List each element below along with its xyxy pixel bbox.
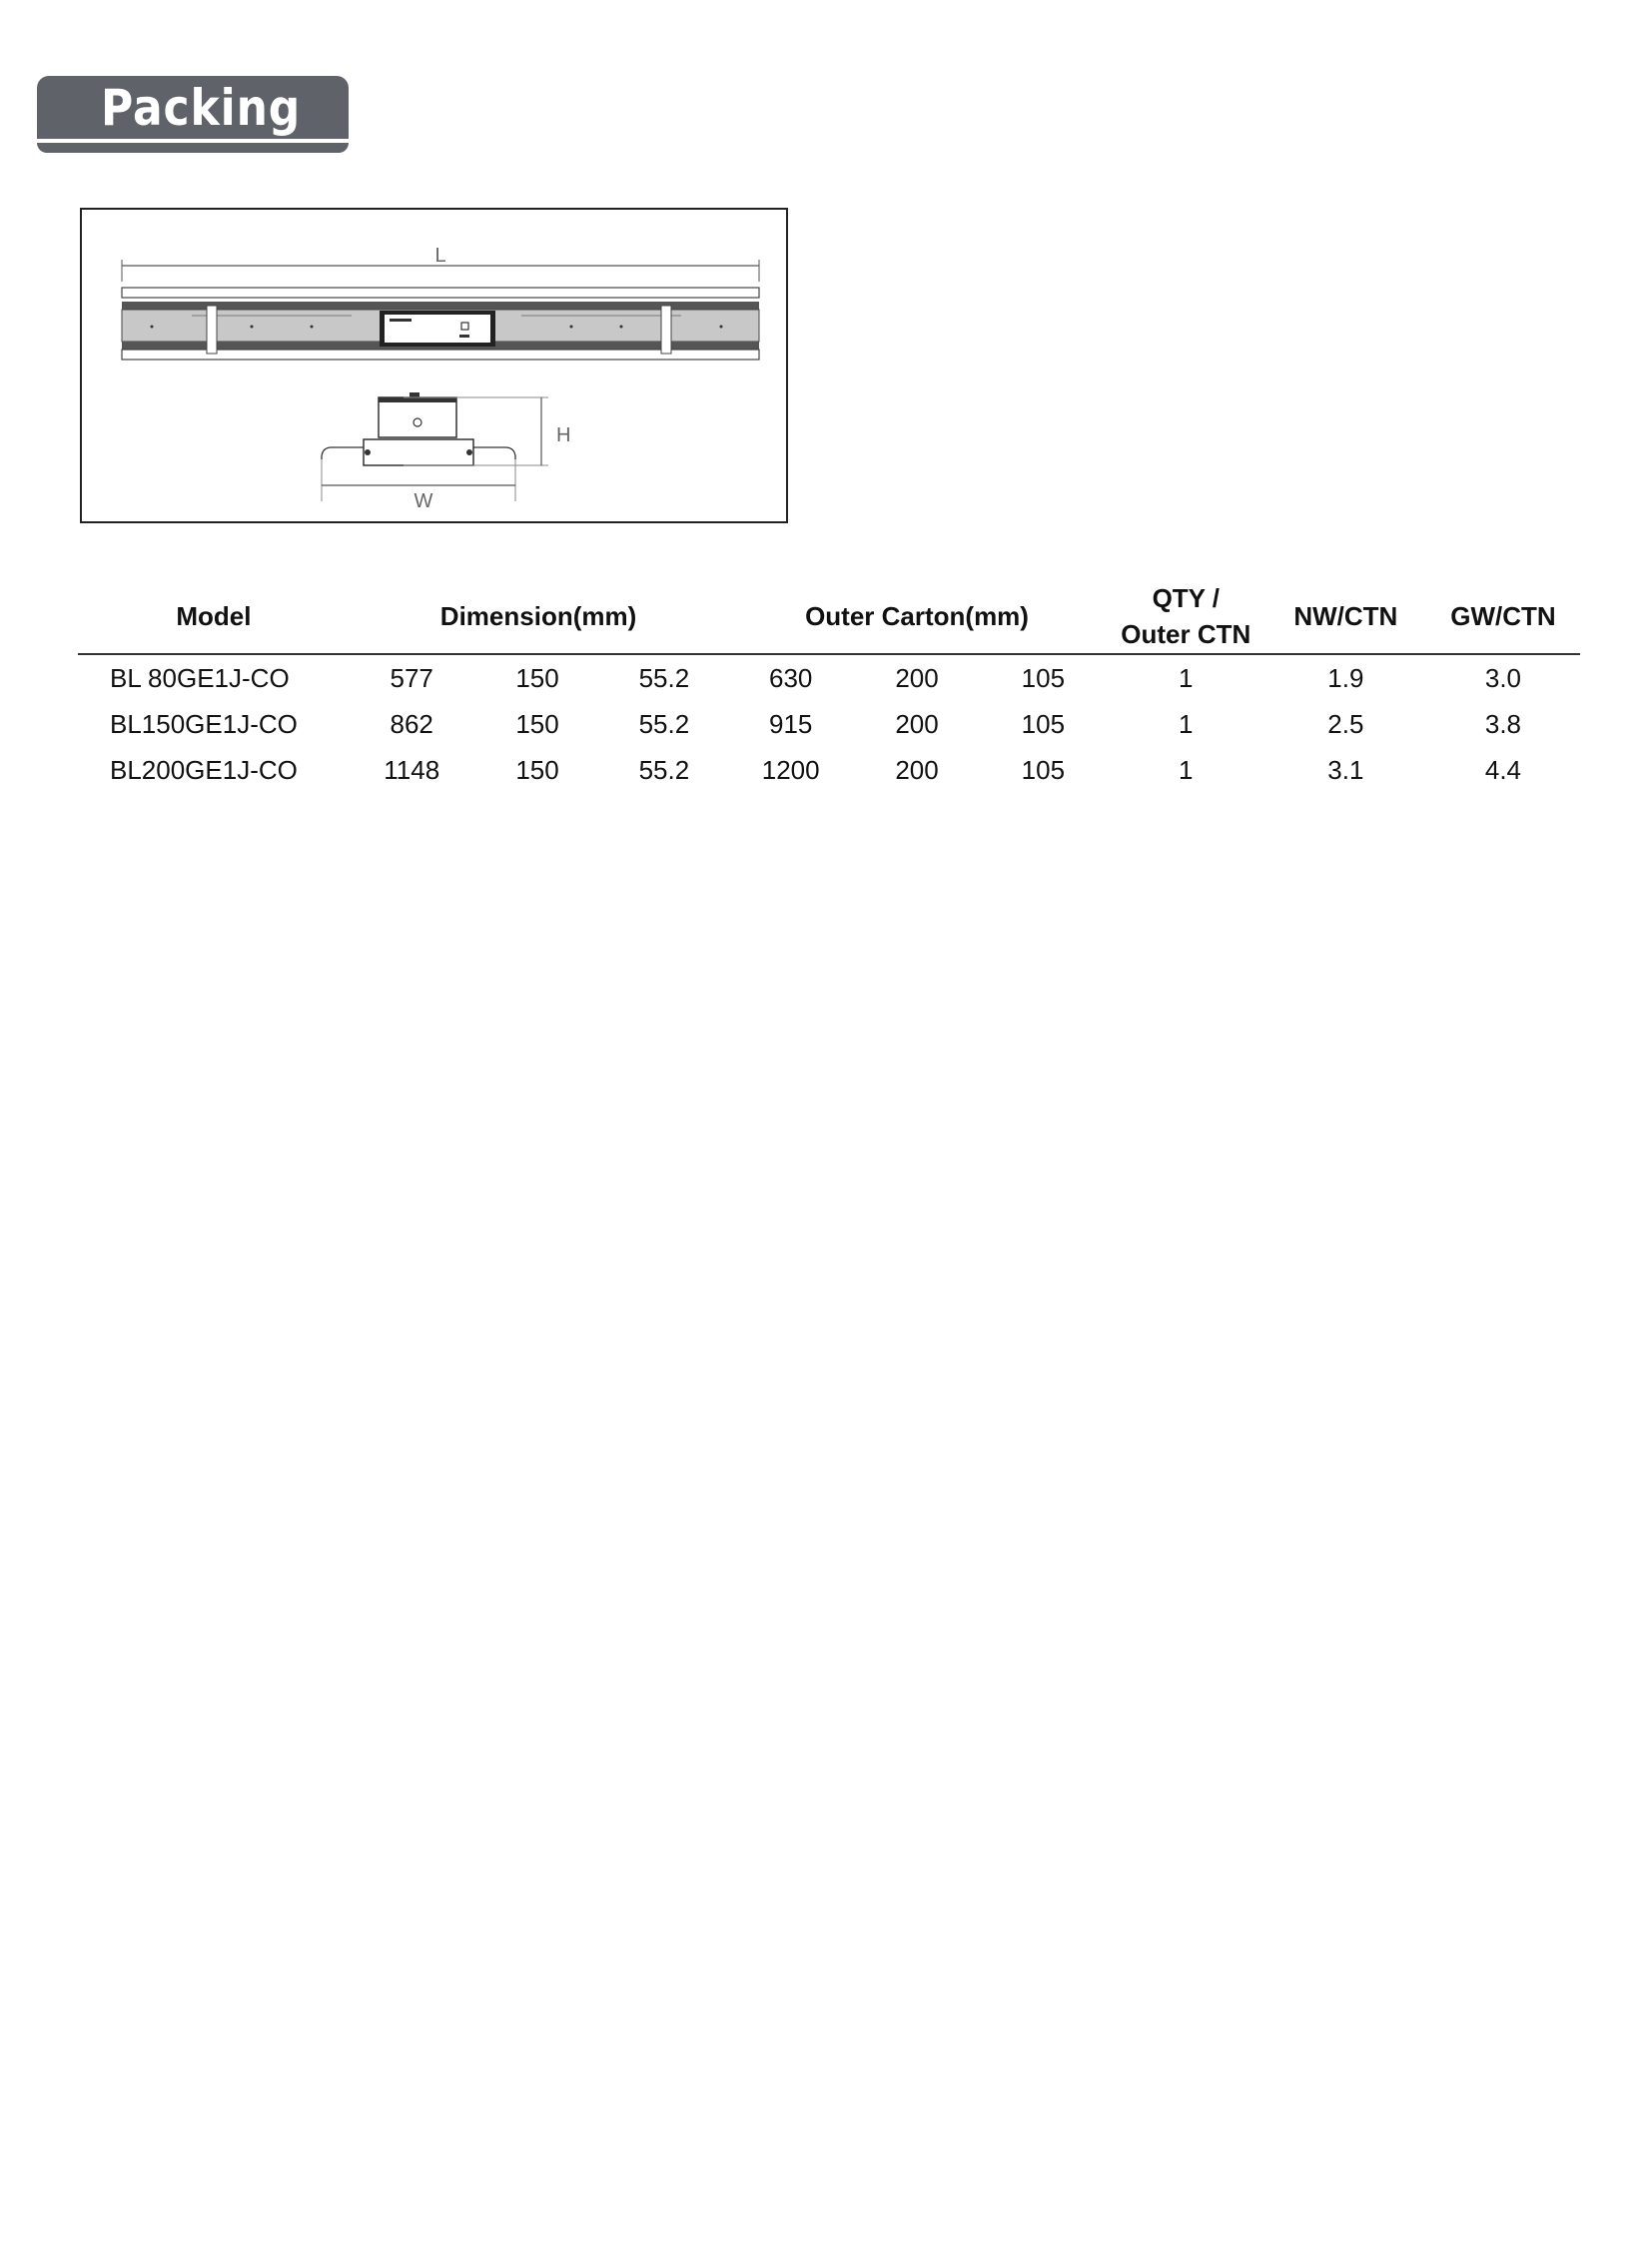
side-view-bolt (466, 449, 472, 455)
packing-spec-table (78, 579, 1580, 793)
cell-dimension-width: 150 (515, 662, 559, 693)
cell-model: BL150GE1J-CO (110, 708, 298, 739)
fixture-dot (311, 326, 314, 329)
mounting-clip-right (661, 306, 671, 354)
header-qty-line1: QTY / (1152, 583, 1220, 613)
header-outer-carton: Outer Carton(mm) (727, 579, 1106, 654)
width-label: W (413, 490, 433, 512)
cell-model: BL 80GE1J-CO (110, 662, 290, 693)
cell-carton-height: 105 (1021, 754, 1066, 785)
cell-nw: 3.1 (1327, 754, 1364, 785)
cell-dimension-length: 577 (390, 662, 433, 693)
cell-qty: 1 (1179, 708, 1194, 739)
product-dimension-drawing (80, 208, 788, 523)
cell-qty: 1 (1179, 662, 1194, 693)
side-view-reflector-left (322, 447, 364, 459)
cell-gw: 3.0 (1484, 662, 1522, 693)
header-qty-line2: Outer CTN (1121, 619, 1251, 649)
cell-dimension-width: 150 (515, 708, 559, 739)
section-title: Packing (101, 79, 302, 137)
mounting-clip-left (207, 306, 217, 354)
header-gw: GW/CTN (1426, 579, 1580, 654)
header-nw: NW/CTN (1265, 579, 1426, 654)
header-qty (1107, 579, 1265, 654)
cell-carton-width: 200 (895, 708, 939, 739)
length-label: L (434, 245, 446, 267)
fixture-top-rail (122, 288, 759, 298)
driver-label-mark (390, 319, 412, 322)
cell-carton-length: 630 (769, 662, 813, 693)
cell-nw: 1.9 (1327, 662, 1364, 693)
table-row (78, 747, 1580, 793)
table-row (78, 701, 1580, 747)
side-view-bolt (365, 449, 371, 455)
header-model: Model (78, 579, 350, 654)
cell-carton-length: 1200 (761, 754, 820, 785)
cell-carton-height: 105 (1021, 708, 1066, 739)
side-view-driver-housing (379, 397, 456, 437)
side-view-reflector-right (473, 447, 515, 459)
header-dimension: Dimension(mm) (350, 579, 727, 654)
cell-qty: 1 (1179, 754, 1194, 785)
cell-dimension-height: 55.2 (638, 708, 690, 739)
table-header-row (78, 579, 1580, 654)
side-view-body (364, 439, 473, 465)
cell-carton-width: 200 (895, 754, 939, 785)
fixture-dot (620, 326, 623, 329)
height-label: H (556, 424, 571, 446)
table-row (78, 654, 1580, 701)
cell-nw: 2.5 (1327, 708, 1364, 739)
cell-carton-width: 200 (895, 662, 939, 693)
fixture-dot (151, 326, 154, 329)
cell-carton-length: 915 (769, 708, 813, 739)
cell-dimension-height: 55.2 (638, 662, 690, 693)
cell-dimension-width: 150 (515, 754, 559, 785)
driver-label-mark (459, 335, 469, 338)
cell-dimension-length: 1148 (384, 754, 440, 785)
fixture-dot (251, 326, 254, 329)
fixture-dot (570, 326, 573, 329)
cell-model: BL200GE1J-CO (110, 754, 298, 785)
dimension-drawing-svg (82, 210, 786, 521)
fixture-dot (720, 326, 723, 329)
section-header-underline (37, 143, 349, 153)
cell-dimension-length: 862 (390, 708, 433, 739)
cell-gw: 4.4 (1484, 754, 1522, 785)
cell-carton-height: 105 (1021, 662, 1066, 693)
section-header-packing (37, 76, 349, 156)
cell-gw: 3.8 (1484, 708, 1522, 739)
cell-dimension-height: 55.2 (638, 754, 690, 785)
